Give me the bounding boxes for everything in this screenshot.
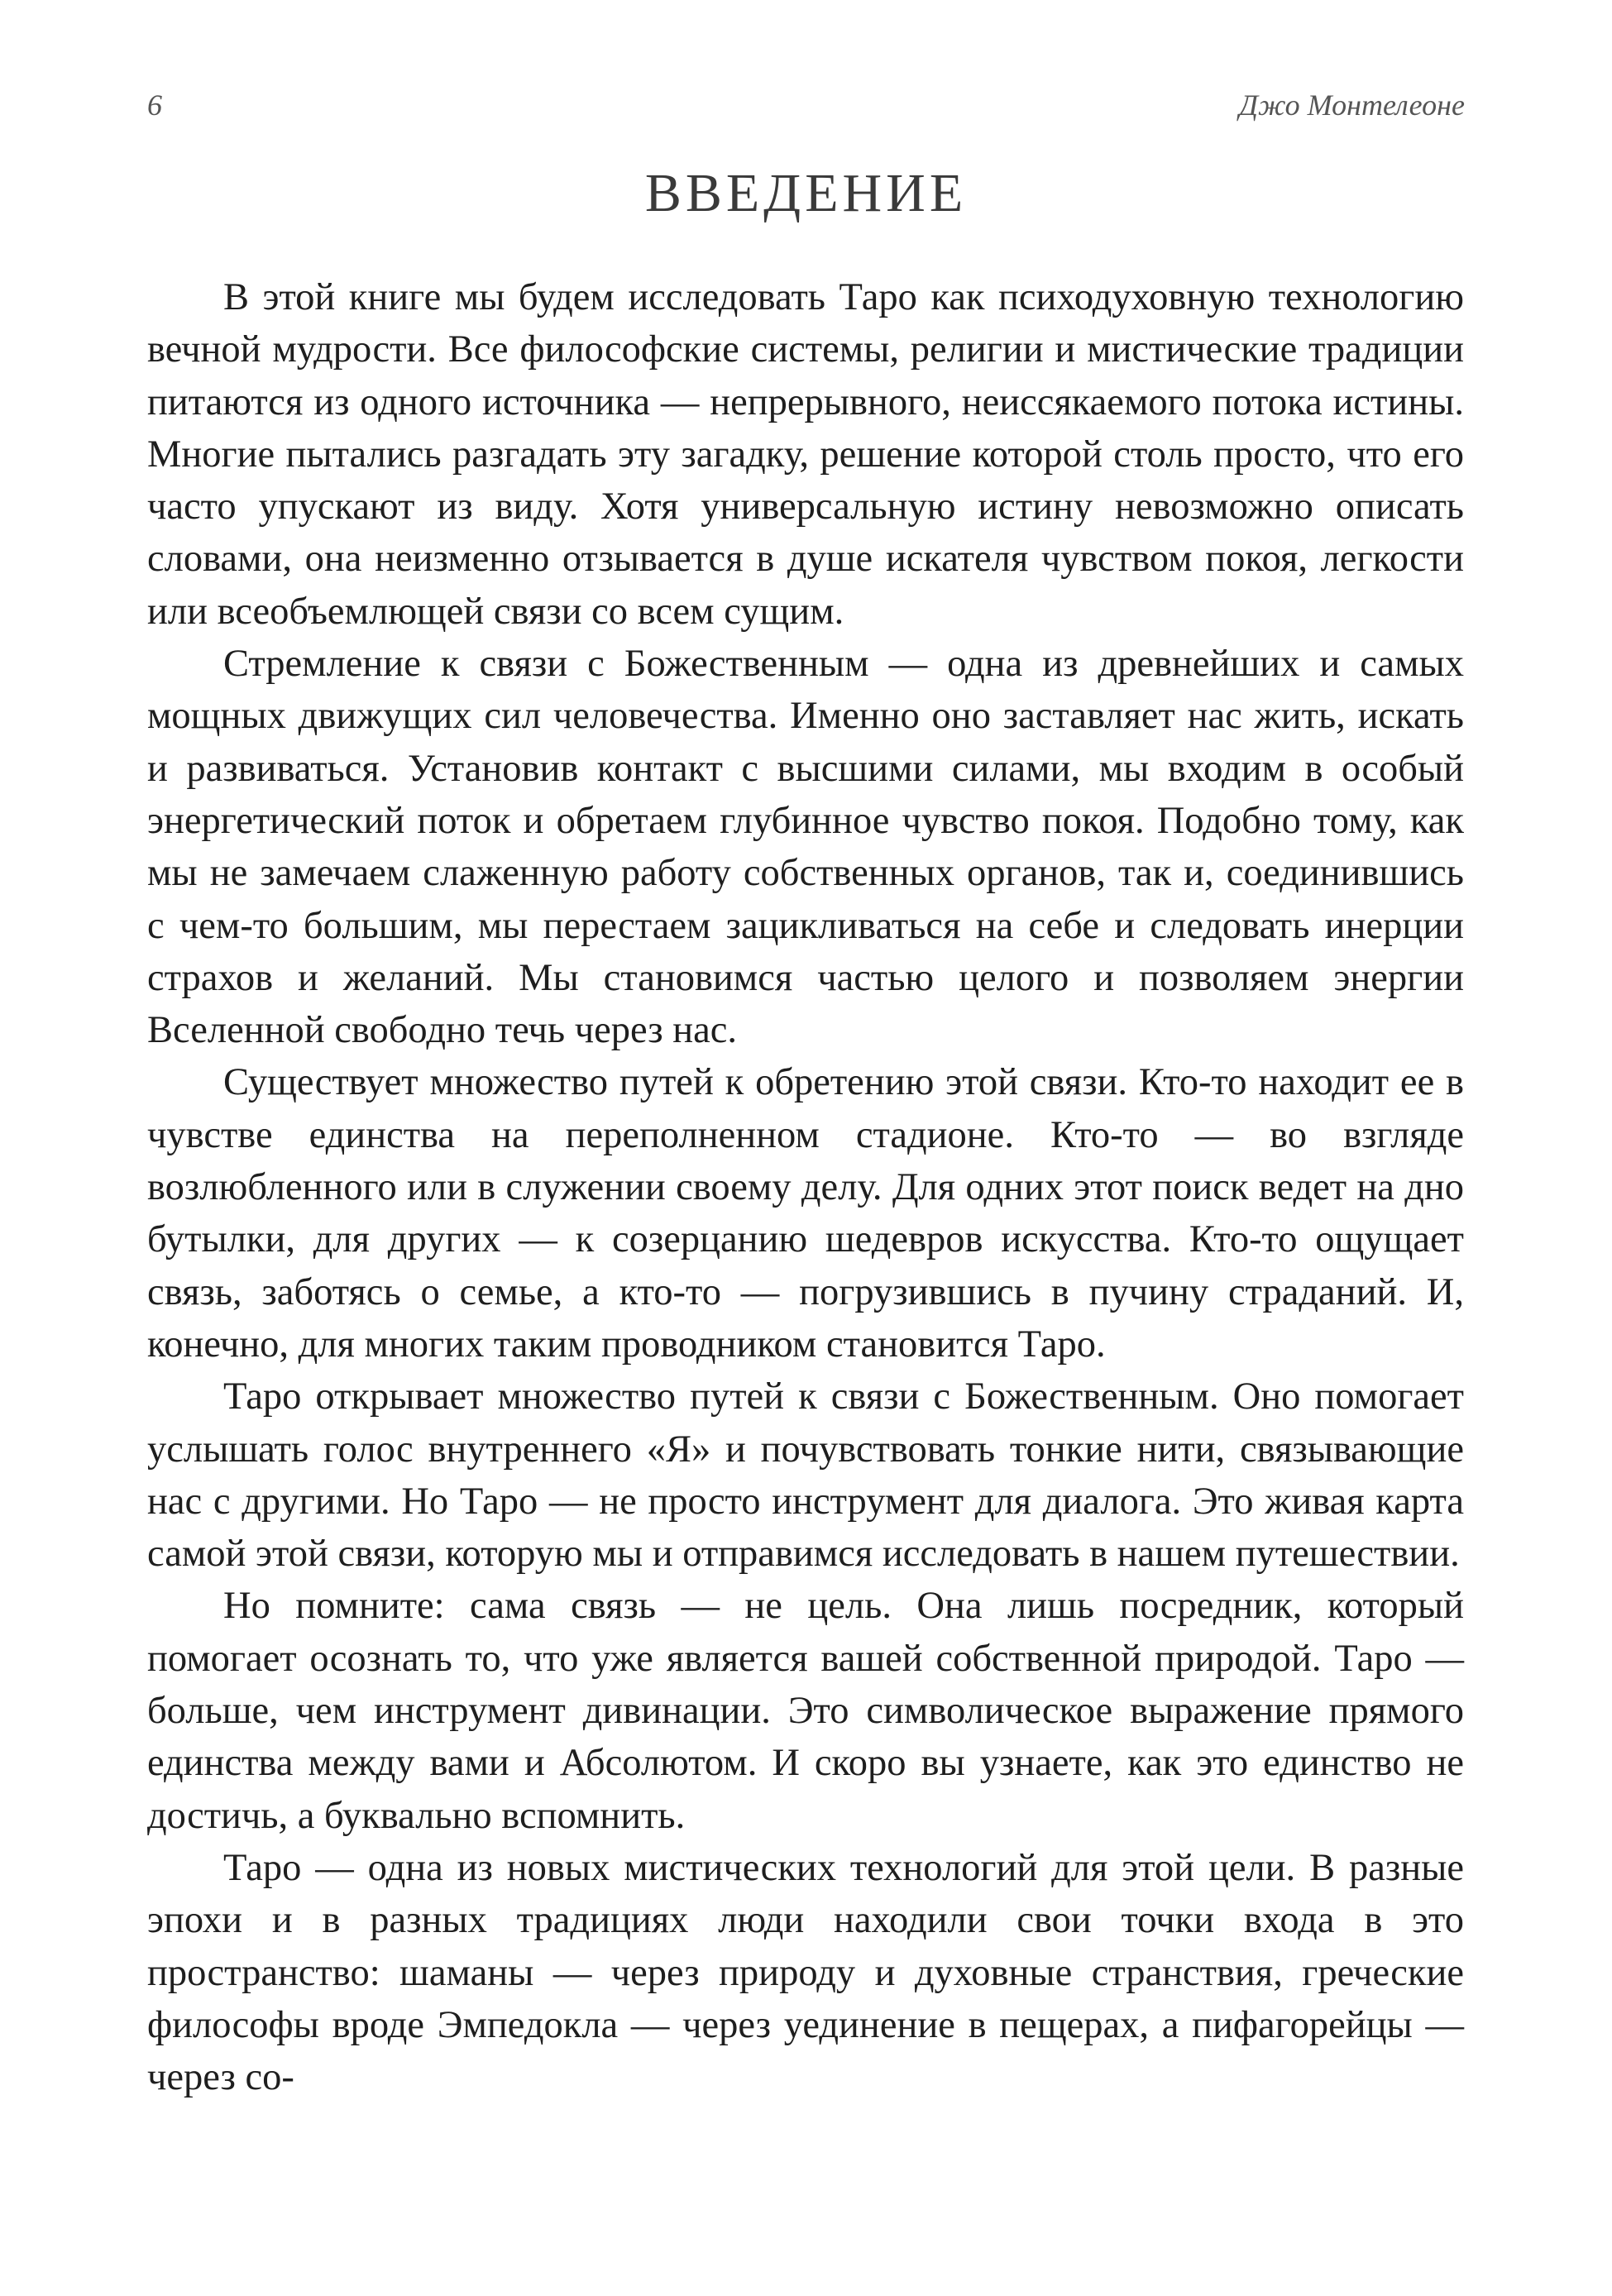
paragraph: Таро — одна из новых мистических технологий для этой цели. В разные эпохи и в разных традициях люди находили свои точки входа в это пространство: шаманы — через природу и духовные странствия, греческие философы вроде Эмпедокла — через уединение в пещерах, а пифагорейцы — через со- [147, 1846, 1464, 2099]
paragraph: Но помните: сама связь — не цель. Она лишь посредник, который помогает осознать то, что уже является вашей собственной природой. Таро — больше, чем инструмент дивинации. Это символическое выражение прямого единства между вами и Абсолютом. И скоро вы узнаете, как это единство не достичь, а буквально вспомнить. [147, 1585, 1464, 1837]
page-number: 6 [147, 88, 162, 122]
paragraph: Таро открывает множество путей к связи с Божественным. Оно помогает услышать голос внутреннего «Я» и почувствовать тонкие нити, связывающие нас с другими. Но Таро — не просто инструмент для диалога. Это живая карта самой этой связи, которую мы и отправимся исследовать в нашем путешествии. [147, 1375, 1464, 1576]
paragraph: Существует множество путей к обретению этой связи. Кто-то находит ее в чувстве единства на переполненном стадионе. Кто-то — во взгляде возлюбленного или в служении своему делу. Для одних этот поиск ведет на дно бутылки, для других — к созерцанию шедевров искусства. Кто-то ощущает связь, заботясь о семье, а кто-то — погрузившись в пучину страданий. И, конечно, для многих таким проводником становится Таро. [147, 1061, 1464, 1366]
running-head [147, 88, 1465, 129]
body-text [147, 271, 1464, 2103]
paragraph: В этой книге мы будем исследовать Таро как психодуховную технологию вечной мудрости. Все философские системы, религии и мистические традиции питаются из одного источника — непрерывного, неиссякаемого потока истины. Многие пытались разгадать эту загадку, решение которой столь просто, что его часто упускают из виду. Хотя универсальную истину невозможно описать словами, она неизменно отзывается в душе искателя чувством покоя, легкости или всеобъемлющей связи со всем сущим. [147, 276, 1464, 633]
running-head-author: Джо Монтелеоне [1239, 88, 1465, 122]
paragraph: Стремление к связи с Божественным — одна из древнейших и самых мощных движущих сил человечества. Именно оно заставляет нас жить, искать и развиваться. Установив контакт с высшими силами, мы входим в особый энергетический поток и обретаем глубинное чувство покоя. Подобно тому, как мы не замечаем слаженную работу собственных органов, так и, соединившись с чем-то большим, мы перестаем зацикливаться на себе и следовать инерции страхов и желаний. Мы становимся частью целого и позволяем энергии Вселенной свободно течь через нас. [147, 643, 1464, 1052]
chapter-title: ВВЕДЕНИЕ [644, 163, 968, 223]
